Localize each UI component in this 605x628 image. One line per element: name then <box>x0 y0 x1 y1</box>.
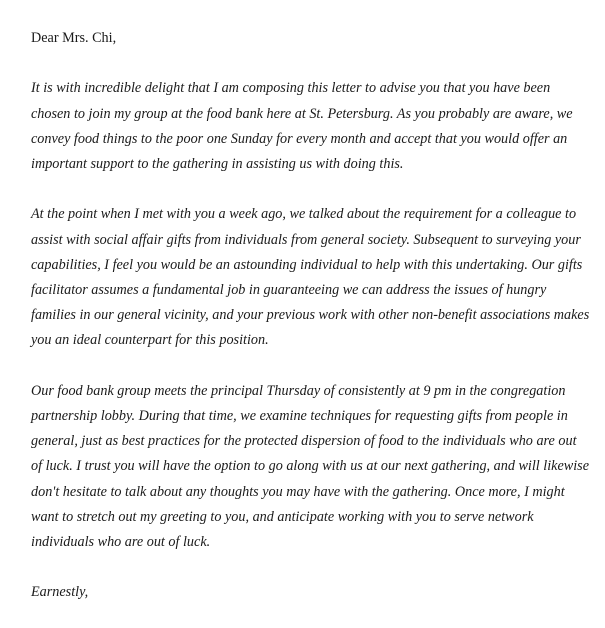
closing: Earnestly, <box>31 584 89 601</box>
paragraph-meeting: Our food bank group meets the principal Thursday of consistently at 9 pm in the congregation partnership lobby. During that time, we examine techniques for requesting gifts from people in general, just as best practices for the protected dispersion of food to the individuals who are out of luck. I trust you will have the option to go along with us at our next gathering, and will likewise don't hesitate to talk about any thoughts you may have with the gathering. Once more, I might want to stretch out my greeting to you, and anticipate working with you to serve network individuals who are out of luck. <box>31 382 589 551</box>
letter-body <box>31 26 591 606</box>
paragraph-invitation: It is with incredible delight that I am composing this letter to advise you that you have been chosen to join my group at the food bank here at St. Petersburg. As you probably are aware, we convey food things to the poor one Sunday for every month and accept that you would offer an important support to the gathering in assisting us with doing this. <box>31 80 573 172</box>
paragraph-role: At the point when I met with you a week ago, we talked about the requirement for a colleague to assist with social affair gifts from individuals from general society. Subsequent to surveying your capabilities, I feel you would be an astounding individual to help with this undertaking. Our gifts facilitator assumes a fundamental job in guaranteeing we can address the issues of hungry families in our general vicinity, and your previous work with other non-benefit associations makes you an ideal counterpart for this position. <box>31 206 590 349</box>
salutation: Dear Mrs. Chi, <box>31 30 117 46</box>
